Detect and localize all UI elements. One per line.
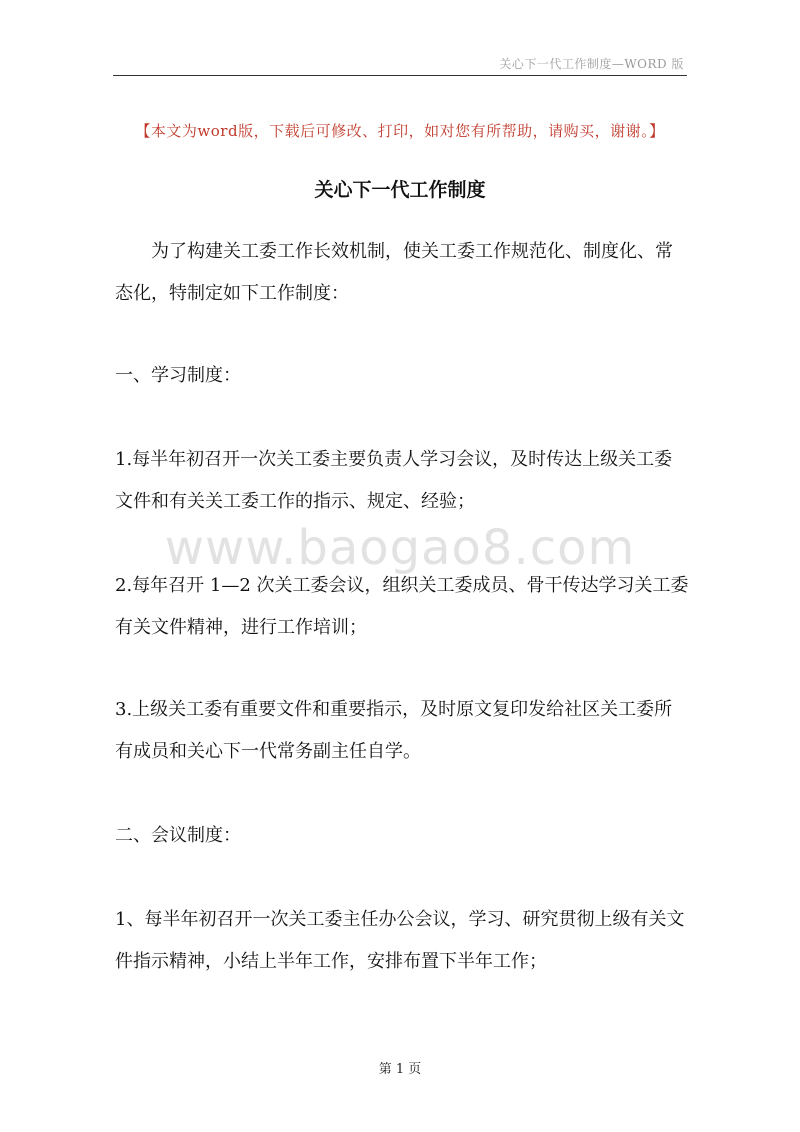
study-item-3: 3.上级关工委有重要文件和重要指示，及时原文复印发给社区关工委所有成员和关心下一代常务副主任自学。	[115, 699, 673, 762]
header-title: 关心下一代工作制度—WORD 版	[499, 57, 684, 71]
study-item-2: 2.每年召开 1—2 次关工委会议，组织关工委成员、骨干传达学习关工委有关文件精神，进行工作培训；	[115, 575, 689, 638]
section-heading-study: 一、学习制度：	[115, 365, 241, 386]
header-divider	[113, 75, 687, 76]
document-title: 关心下一代工作制度	[314, 179, 486, 201]
intro-paragraph: 为了构建关工委工作长效机制，使关工委工作规范化、制度化、常态化，特制定如下工作制度：	[115, 241, 673, 304]
study-item-1: 1.每半年初召开一次关工委主要负责人学习会议，及时传达上级关工委文件和有关关工委工作的指示、规定、经验；	[115, 449, 673, 512]
meeting-item-1: 1、每半年初召开一次关工委主任办公会议，学习、研究贯彻上级有关文件指示精神，小结上半年工作，安排布置下半年工作；	[115, 909, 685, 972]
section-heading-meeting: 二、会议制度：	[115, 825, 241, 846]
watermark: www.baogao8.com	[164, 520, 636, 576]
purchase-notice: 【本文为word版，下载后可修改、打印，如对您有所帮助，请购买，谢谢。】	[135, 122, 665, 140]
page-number: 第 1 页	[378, 1062, 422, 1077]
